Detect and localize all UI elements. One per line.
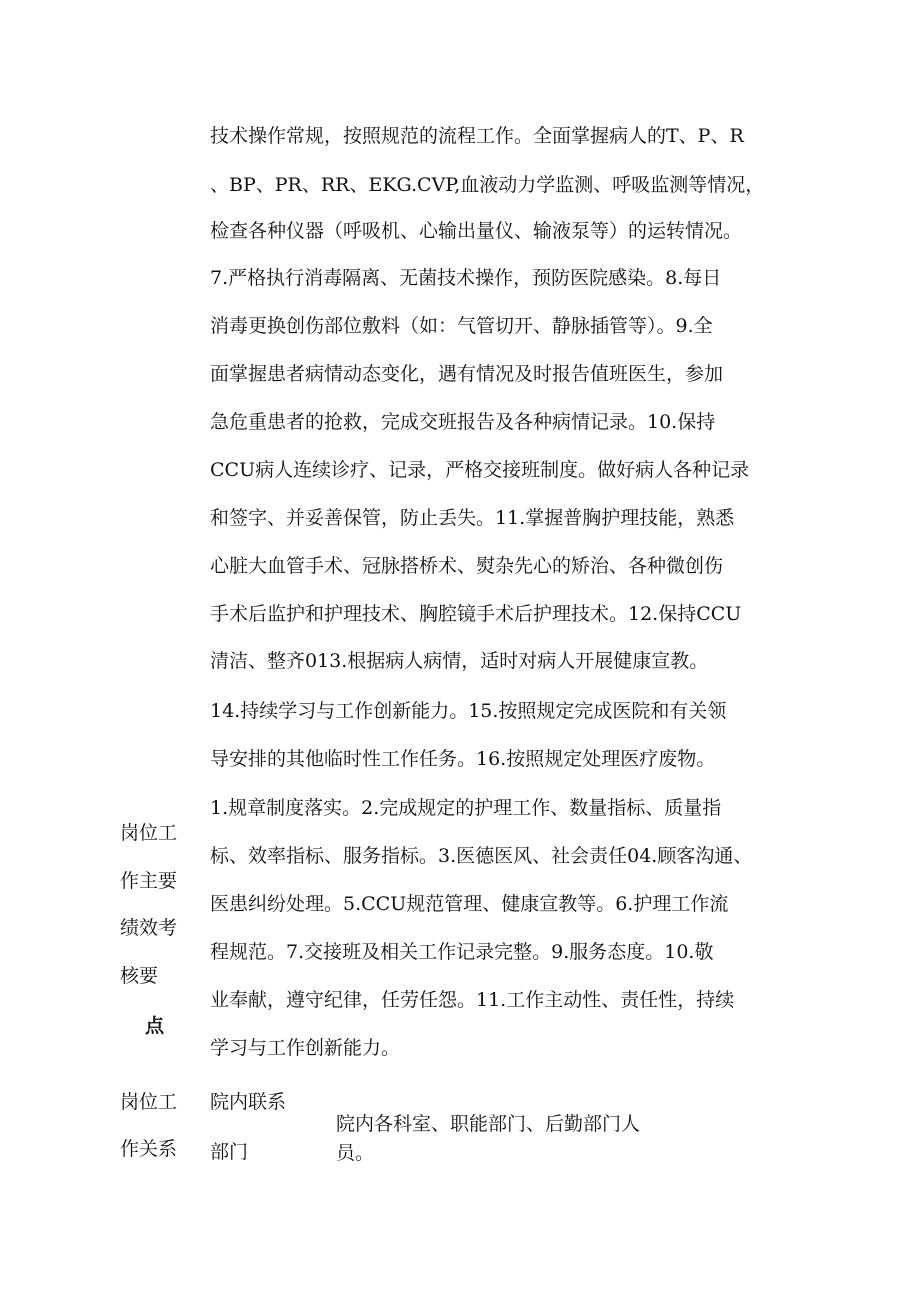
performance-label-line: 作主要 [120, 870, 178, 892]
duties-line: 手术后监护和护理技术、胸腔镜手术后护理技术。12.保持CCU [210, 603, 742, 625]
performance-line: 标、效率指标、服务指标。3.医德医风、社会责任04.顾客沟通、 [210, 845, 753, 867]
relations-sublabel-line: 部门 [210, 1141, 249, 1163]
performance-line: 医患纠纷处理。5.CCU规范管理、健康宣教等。6.护理工作流 [210, 893, 729, 915]
performance-label-line: 岗位工 [120, 822, 178, 844]
duties-line: CCU病人连续诊疗、记录，严格交接班制度。做好病人各种记录 [210, 459, 750, 481]
performance-label-line: 点 [145, 1015, 165, 1037]
duties-line: 心脏大血管手术、冠脉搭桥术、熨杂先心的矫治、各种微创伤 [210, 555, 724, 577]
relations-value-line: 员。 [336, 1142, 375, 1164]
duties-line: 清洁、整齐013.根据病人病情，适时对病人开展健康宣教。 [210, 650, 709, 672]
relations-label-line: 岗位工 [120, 1091, 178, 1113]
duties-line: 面掌握患者病情动态变化，遇有情况及时报告值班医生，参加 [210, 363, 724, 385]
duties-line: 检查各种仪器（呼吸机、心输出量仪、输液泵等）的运转情况。 [210, 220, 743, 242]
performance-line: 业奉献，遵守纪律，任劳任怨。11.工作主动性、责任性，持续 [210, 989, 735, 1011]
duties-line: 和签字、并妥善保管，防止丢失。11.掌握普胸护理技能，熟悉 [210, 507, 735, 529]
duties-line: 、BP、PR、RR、EKG.CVP,血液动力学监测、呼吸监测等情况， [210, 174, 765, 196]
duties-line: 7.严格执行消毒隔离、无菌技术操作，预防医院感染。8.每日 [210, 267, 722, 289]
relations-value-line: 院内各科室、职能部门、后勤部门人 [336, 1113, 641, 1135]
duties-line: 技术操作常规，按照规范的流程工作。全面掌握病人的T、P、R [210, 125, 744, 147]
performance-label-line: 核要 [120, 965, 159, 987]
performance-line: 学习与工作创新能力。 [210, 1037, 401, 1059]
duties-line: 急危重患者的抢救，完成交班报告及各种病情记录。10.保持 [210, 411, 716, 433]
performance-line: 程规范。7.交接班及相关工作记录完整。9.服务态度。10.敬 [210, 941, 714, 963]
duties-line: 导安排的其他临时性工作任务。16.按照规定处理医疗废物。 [210, 748, 716, 770]
duties-line: 14.持续学习与工作创新能力。15.按照规定完成医院和有关领 [210, 700, 727, 722]
relations-sublabel-line: 院内联系 [210, 1091, 287, 1113]
performance-line: 1.规章制度落实。2.完成规定的护理工作、数量指标、质量指 [210, 797, 722, 819]
duties-line: 消毒更换创伤部位敷料（如：气管切开、静脉插管等）。9.全 [210, 315, 713, 337]
relations-label-line: 作关系 [120, 1138, 178, 1160]
performance-label-line: 绩效考 [120, 917, 178, 939]
